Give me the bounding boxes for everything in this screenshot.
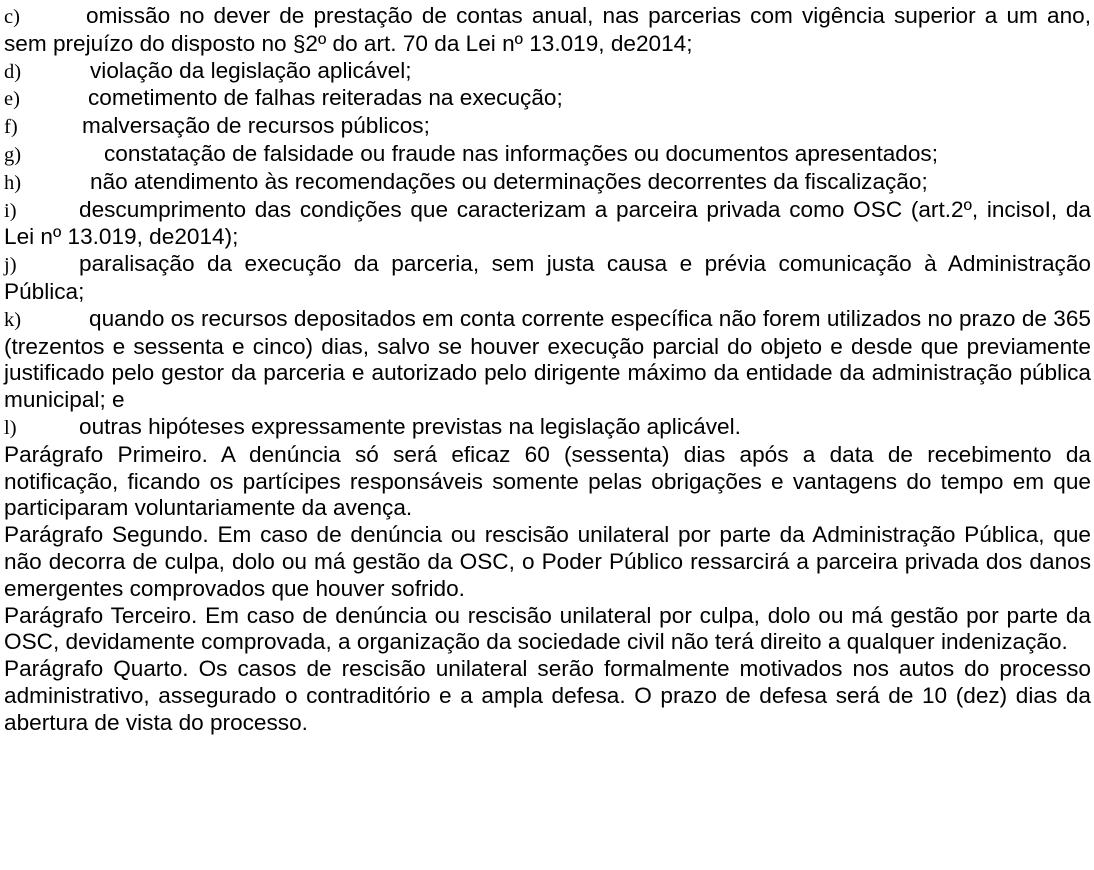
item-text-l: outras hipóteses expressamente previstas na legislação aplicável.	[79, 413, 741, 439]
item-letter-i: i)	[4, 199, 17, 222]
paragraph-segundo: Parágrafo Segundo. Em caso de denúncia ou rescisão unilateral por parte da Administração Pública, que não decorra de culpa, dolo ou má gestão da OSC, o Poder Público ressarcirá a parceira privada dos danos emergentes comprovados que houver sofrido.	[4, 522, 1091, 601]
list-item-l	[4, 414, 1091, 442]
list-item-c	[4, 3, 1091, 58]
list-item-d	[4, 58, 1091, 86]
item-letter-g: g)	[4, 143, 22, 166]
item-text-j: paralisação da execução da parceria, sem justa causa e prévia comunicação à Administração Pública;	[4, 251, 1091, 304]
item-letter-e: e)	[4, 88, 20, 111]
item-text-g: constatação de falsidade ou fraude nas informações ou documentos apresentados;	[104, 140, 939, 166]
paragraph-terceiro: Parágrafo Terceiro. Em caso de denúncia ou rescisão unilateral por culpa, dolo ou má gestão por parte da OSC, devidamente comprovada, a organização da sociedade civil não terá direito a qualquer indenização.	[4, 602, 1091, 655]
item-letter-k: k)	[4, 308, 22, 331]
list-item-i	[4, 197, 1091, 252]
paragraph-primeiro: Parágrafo Primeiro. A denúncia só será eficaz 60 (sessenta) dias após a data de recebimento da notificação, ficando os partícipes responsáveis somente pelas obrigações e vantagens do tempo em que participaram voluntariamente da avença.	[4, 441, 1091, 521]
list-item-e	[4, 85, 1091, 113]
item-text-e: cometimento de falhas reiteradas na execução;	[88, 85, 563, 111]
list-item-j	[4, 251, 1091, 306]
item-letter-c: c)	[4, 6, 20, 28]
list-item-k	[4, 306, 1091, 414]
document-page	[4, 3, 1091, 737]
item-letter-f: f)	[4, 116, 18, 139]
item-text-d: violação da legislação aplicável;	[90, 57, 412, 83]
item-letter-d: d)	[4, 60, 22, 83]
list-item-g	[4, 141, 1091, 169]
item-text-k: quando os recursos depositados em conta corrente específica não forem utilizados no prazo de 365 (trezentos e sessenta e cinco) dias, salvo se houver execução parcial do objeto e desde que previamente justificado pelo gestor da parceria e autorizado pelo dirigente máximo da entidade da administração pública municipal; e	[4, 305, 1091, 413]
item-letter-l: l)	[4, 416, 17, 439]
item-text-h: não atendimento às recomendações ou determinações decorrentes da fiscalização;	[90, 168, 928, 194]
paragraph-quarto: Parágrafo Quarto. Os casos de rescisão unilateral serão formalmente motivados nos autos do processo administrativo, assegurado o contraditório e a ampla defesa. O prazo de defesa será de 10 (dez) dias da abertura de vista do processo.	[4, 656, 1091, 735]
item-text-i: descumprimento das condições que caracterizam a parceira privada como OSC (art.2º, incisoI, da Lei nº 13.019, de2014);	[4, 196, 1091, 250]
list-item-h	[4, 169, 1091, 197]
item-text-f: malversação de recursos públicos;	[82, 113, 430, 139]
list-item-f	[4, 113, 1091, 141]
item-letter-h: h)	[4, 171, 22, 194]
item-text-c: omissão no dever de prestação de contas anual, nas parcerias com vigência superior a um ano, sem prejuízo do disposto no §2º do art. 70 da Lei nº 13.019, de2014;	[4, 3, 1091, 56]
item-letter-j: j)	[4, 254, 17, 277]
